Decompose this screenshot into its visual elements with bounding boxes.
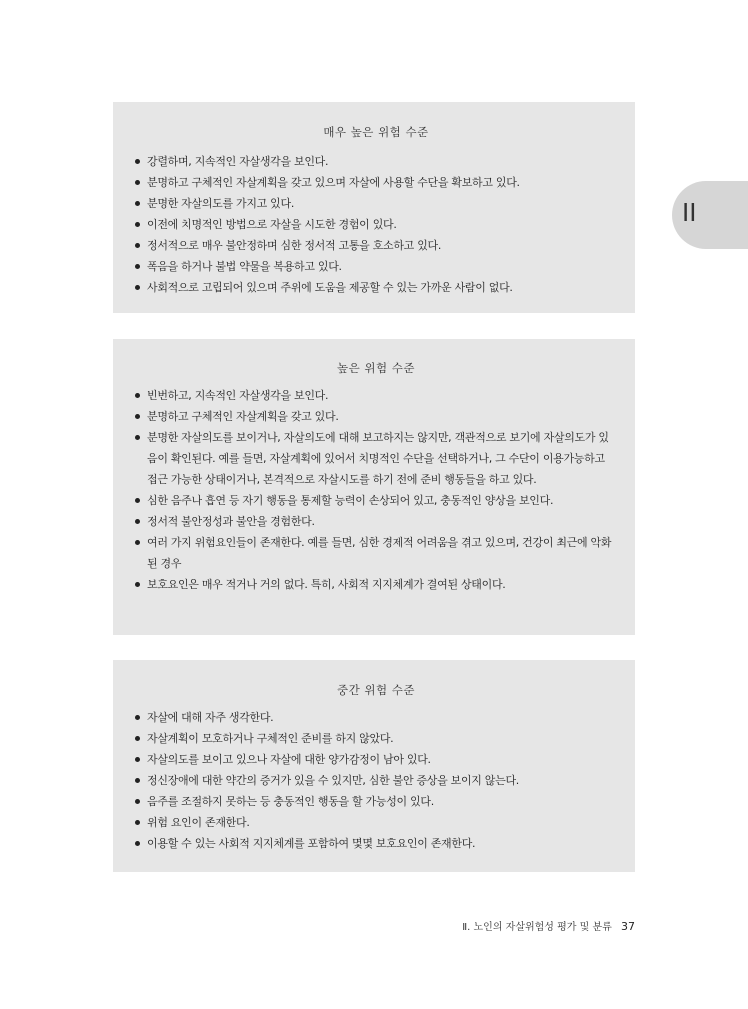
list-item: 강렬하며, 지속적인 자살생각을 보인다. [135, 151, 617, 172]
footer-chapter-title: Ⅱ. 노인의 자살위험성 평가 및 분류 [462, 922, 612, 933]
page-footer [462, 918, 635, 933]
list-item: 정서적으로 매우 불안정하며 심한 정서적 고통을 호소하고 있다. [135, 235, 617, 256]
list-item: 자살계획이 모호하거나 구체적인 준비를 하지 않았다. [135, 728, 617, 749]
chapter-tab-label: II [682, 197, 697, 227]
very-high-risk-list [135, 151, 617, 298]
moderate-risk-title: 중간 위험 수준 [337, 683, 415, 697]
list-item: 정신장애에 대한 약간의 증거가 있을 수 있지만, 심한 불안 증상을 보이지 않는다. [135, 770, 617, 791]
page-number: 37 [621, 920, 635, 933]
list-item: 빈번하고, 지속적인 자살생각을 보인다. [135, 385, 617, 406]
list-item: 이전에 치명적인 방법으로 자살을 시도한 경험이 있다. [135, 214, 617, 235]
high-risk-list [135, 385, 617, 595]
list-item: 분명한 자살의도를 가지고 있다. [135, 193, 617, 214]
list-item: 자살의도를 보이고 있으나 자살에 대한 양가감정이 남아 있다. [135, 749, 617, 770]
very-high-risk-box [113, 102, 635, 313]
list-item: 이용할 수 있는 사회적 지지체계를 포함하여 몇몇 보호요인이 존재한다. [135, 833, 617, 854]
list-item: 보호요인은 매우 적거나 거의 없다. 특히, 사회적 지지체계가 결여된 상태이다. [135, 574, 617, 595]
list-item: 위험 요인이 존재한다. [135, 812, 617, 833]
high-risk-title: 높은 위험 수준 [337, 361, 415, 375]
list-item: 자살에 대해 자주 생각한다. [135, 707, 617, 728]
moderate-risk-list [135, 707, 617, 854]
list-item: 분명하고 구체적인 자살계획을 갖고 있으며 자살에 사용할 수단을 확보하고 있다. [135, 172, 617, 193]
high-risk-box [113, 339, 635, 635]
moderate-risk-box [113, 660, 635, 872]
list-item: 분명하고 구체적인 자살계획을 갖고 있다. [135, 406, 617, 427]
list-item: 사회적으로 고립되어 있으며 주위에 도움을 제공할 수 있는 가까운 사람이 없다. [135, 277, 617, 298]
list-item: 음주를 조절하지 못하는 등 충동적인 행동을 할 가능성이 있다. [135, 791, 617, 812]
list-item: 심한 음주나 흡연 등 자기 행동을 통제할 능력이 손상되어 있고, 충동적인 양상을 보인다. [135, 490, 617, 511]
list-item: 정서적 불안정성과 불안을 경험한다. [135, 511, 617, 532]
list-item: 여러 가지 위험요인들이 존재한다. 예를 들면, 심한 경제적 어려움을 겪고 있으며, 건강이 최근에 악화된 경우 [135, 532, 617, 574]
chapter-tab [672, 181, 748, 249]
very-high-risk-title: 매우 높은 위험 수준 [323, 125, 429, 139]
list-item: 폭음을 하거나 불법 약물을 복용하고 있다. [135, 256, 617, 277]
list-item: 분명한 자살의도를 보이거나, 자살의도에 대해 보고하지는 않지만, 객관적으로 보기에 자살의도가 있음이 확인된다. 예를 들면, 자살계획에 있어서 치명적인 수단을 선택하거나, 그 수단이 이용가능하고 접근 가능한 상태이거나, 본격적으로 자살시도를 하기 전에 준비 행동들을 하고 있다. [135, 427, 617, 490]
